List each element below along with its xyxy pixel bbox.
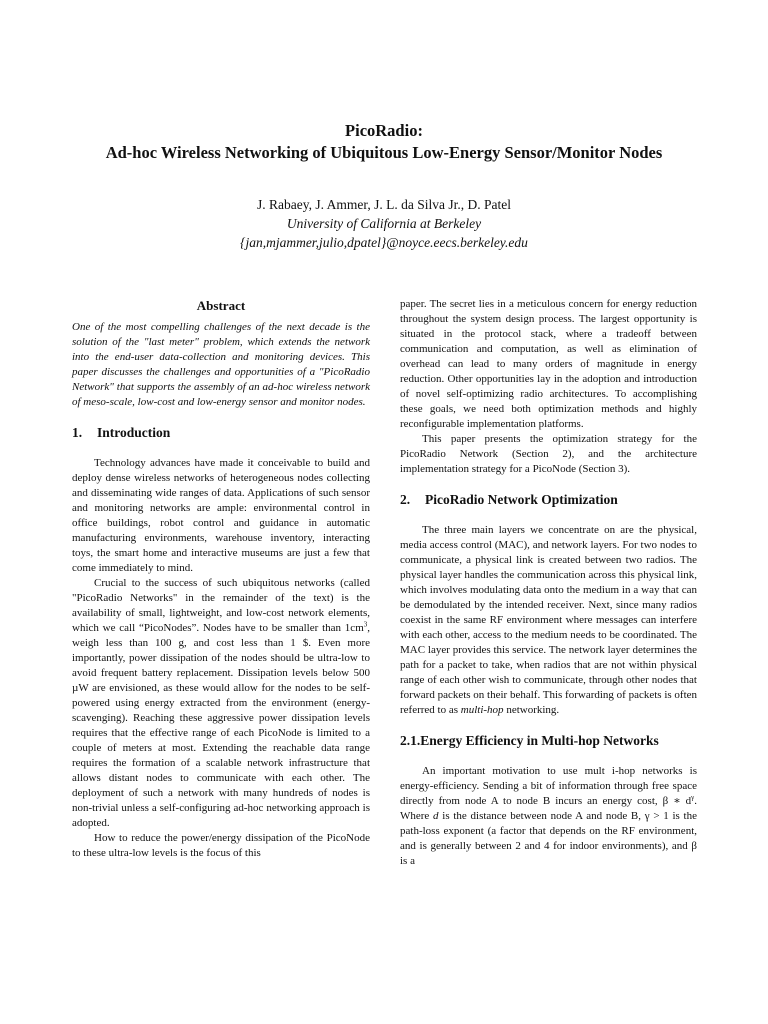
intro-p2-text-a: Crucial to the success of such ubiquitous networks (called "PicoRadio Networks" in the remainder of the text) is the availability of small, lightweight, and low-cost network elements, which we call “PicoNodes”. Nodes have to be smaller than 1cm bbox=[72, 577, 370, 634]
author-block bbox=[40, 195, 728, 252]
sec2-italic-term: multi-hop bbox=[460, 704, 504, 716]
title-line-2: Ad-hoc Wireless Networking of Ubiquitous Low-Energy Sensor/Monitor Nodes bbox=[105, 143, 663, 162]
left-column bbox=[72, 297, 370, 861]
paper-title bbox=[40, 120, 728, 164]
sec21-text-c: is the distance between node A and node B, γ > 1 is the path-loss exponent (a factor that depends on the RF environment, and is generally between 2 and 4 for indoor environments), and β is a bbox=[400, 810, 697, 867]
section-2-title: PicoRadio Network Optimization bbox=[425, 492, 618, 507]
section-2-paragraph-1 bbox=[400, 523, 697, 718]
intro-paragraph-2 bbox=[72, 576, 370, 831]
abstract-heading: Abstract bbox=[196, 298, 246, 313]
right-continuation-paragraph: paper. The secret lies in a meticulous concern for energy reduction throughout the system design process. The largest opportunity is situated in the protocol stack, where a tradeoff between communication and computation, as well as elimination of overhead can lead to many orders of magnitude in energy reduction. Other opportunities lay in the adoption and introduction of novel self-optimizing radio architectures. To accomplishing these goals, we need both optimization methods and highly reconfigurable implementation platforms. bbox=[400, 298, 697, 430]
sec21-text-a: An important motivation to use mult i-hop networks is energy-efficiency. Sending a bit of information through free space directly from node A to node B incurs an energy cost, β ∗ d bbox=[400, 765, 697, 807]
intro-paragraph-1: Technology advances have made it conceivable to build and deploy dense wireless networks of heterogeneous nodes collecting and disseminating wide ranges of data. Applications of such sensor and monitoring networks are ample: environmental control in office buildings, robot control and guidance in automatic manufacturing environments, warehouse inventory, interacting toys, the smart home and interactive museums are just a few that come immediately to mind. bbox=[72, 457, 370, 574]
sec2-text-b: networking. bbox=[506, 704, 560, 716]
sec2-text-a: The three main layers we concentrate on are the physical, media access control (MAC), and network layers. For two nodes to communicate, a physical link is created between two radios. The physical layer handles the communication across this physical link, which involves modulating data onto the medium in a way that can be demodulated by the intended receiver. Next, since many radios coexist in the same RF environment where messages can interfere with each other, access to the medium needs to be coordinated. The MAC layer provides this service. The network layer determines the path for a packet to take, when radios that are not within physical range of each other wish to communicate, through other nodes that forward packets on their behalf. This forwarding of packets is often referred to as bbox=[400, 524, 698, 716]
section-1-title: Introduction bbox=[97, 425, 171, 440]
sec21-superscript: γ bbox=[691, 793, 695, 802]
intro-paragraph-3: How to reduce the power/energy dissipation of the PicoNode to these ultra-low levels is the focus of this bbox=[72, 832, 370, 859]
affiliation: University of California at Berkeley bbox=[286, 216, 482, 231]
section-2-1-heading bbox=[400, 732, 697, 750]
author-names: J. Rabaey, J. Ammer, J. L. da Silva Jr., D. Patel bbox=[257, 197, 511, 212]
right-outline-paragraph: This paper presents the optimization strategy for the PicoRadio Network (Section 2), and the architecture implementation strategy for a PicoNode (Section 3). bbox=[400, 433, 697, 475]
section-1-heading bbox=[72, 424, 370, 442]
section-2-heading bbox=[400, 491, 697, 509]
section-1-number: 1. bbox=[72, 425, 83, 440]
abstract-text: One of the most compelling challenges of the next decade is the solution of the "last meter" problem, which extends the network into the end-user data-collection and monitoring devices. This paper discusses the challenges and opportunities of a "PicoRadio Network" that supports the assembly of an ad-hoc wireless network of meso-scale, low-cost and low-energy sensor and monitor nodes. bbox=[72, 321, 370, 408]
section-2-number: 2. bbox=[400, 492, 411, 507]
author-emails: {jan,mjammer,julio,dpatel}@noyce.eecs.berkeley.edu bbox=[240, 235, 528, 250]
section-2-1-number: 2.1. bbox=[400, 733, 421, 748]
intro-p2-superscript: 3 bbox=[363, 620, 368, 629]
sec21-italic-d: d bbox=[433, 810, 439, 822]
intro-p2-text-b: , weigh less than 100 g, and cost less than 1 $. Even more importantly, power dissipation of the nodes should be ultra-low to avoid frequent battery replacement. Dissipation levels below 500 µW are envisioned, as these would allow for the nodes to be self-powered using energy extracted from the environment (energy-scavenging). Reaching these aggressive power dissipation levels requires that the effective range of each PicoNode is limited to a couple of meters at most. Extending the reachable data range requires the formation of a scalable network infrastructure that allows distant nodes to communicate with each other. The deployment of such a network with many hundreds of nodes is non-trivial unless a self-configuring ad-hoc networking approach is adopted. bbox=[72, 622, 370, 829]
title-line-1: PicoRadio: bbox=[345, 121, 423, 140]
section-2-1-paragraph-1 bbox=[400, 764, 697, 869]
section-2-1-title: Energy Efficiency in Multi-hop Networks bbox=[420, 733, 659, 748]
right-column bbox=[400, 297, 697, 869]
sec21-text-b: . Where bbox=[400, 795, 697, 822]
